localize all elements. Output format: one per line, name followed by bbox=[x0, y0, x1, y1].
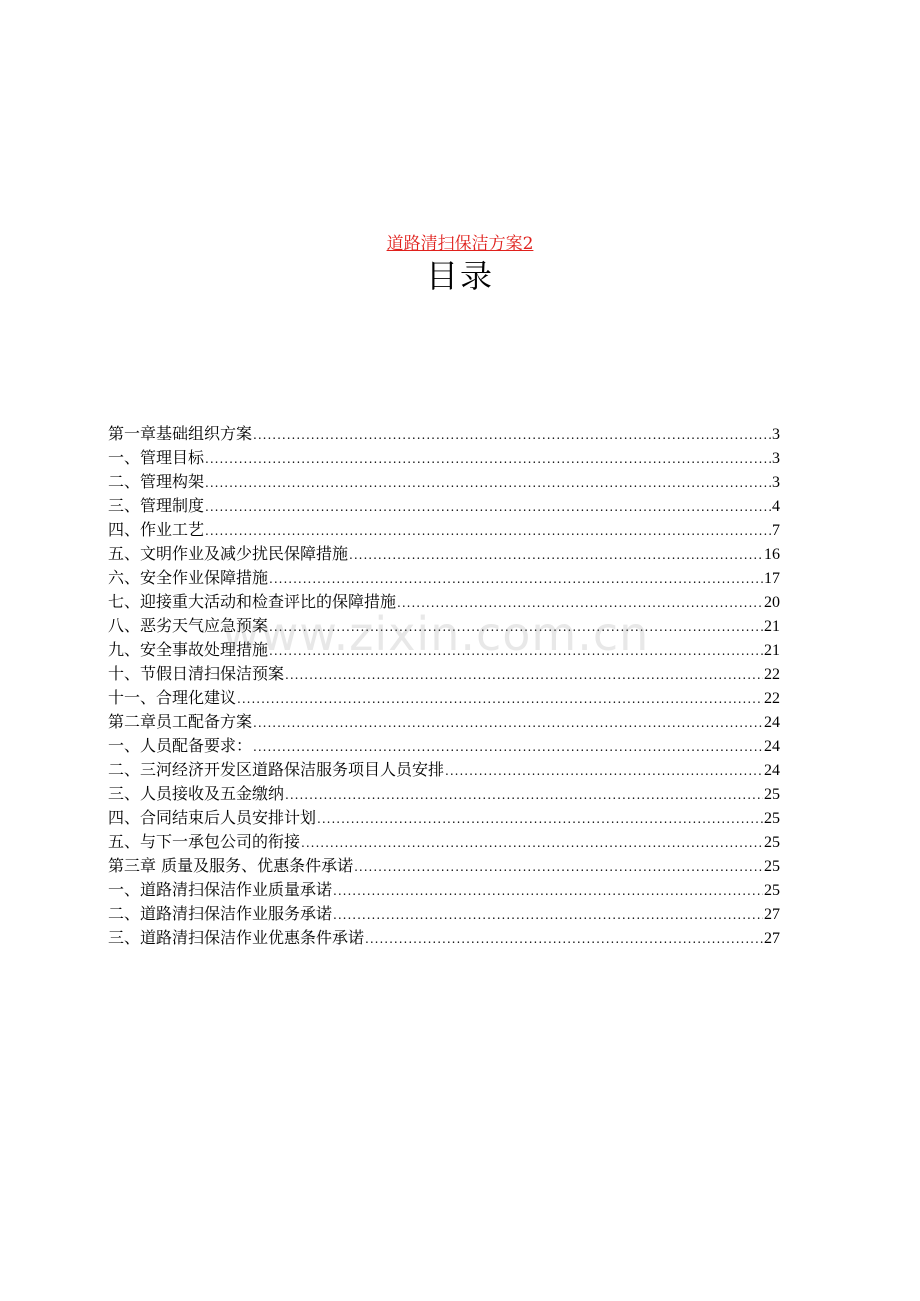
toc-dot-leader bbox=[205, 519, 771, 543]
toc-dot-leader bbox=[269, 567, 763, 591]
toc-entry-title: 三、道路清扫保洁作业优惠条件承诺 bbox=[108, 928, 365, 947]
toc-entry[interactable] bbox=[108, 518, 780, 542]
toc-entry[interactable] bbox=[108, 470, 780, 494]
toc-entry-title: 四、作业工艺 bbox=[108, 520, 205, 539]
toc-dot-leader bbox=[253, 735, 763, 759]
toc-entry-page-number: 17 bbox=[764, 570, 780, 587]
toc-entry-page-number: 16 bbox=[764, 546, 780, 563]
toc-entry[interactable] bbox=[108, 638, 780, 662]
toc-entry-page-number: 25 bbox=[764, 834, 780, 851]
toc-entry[interactable] bbox=[108, 854, 780, 878]
toc-entry-page-number: 20 bbox=[764, 594, 780, 611]
toc-entry-title: 九、安全事故处理措施 bbox=[108, 640, 269, 659]
toc-entry-title: 八、恶劣天气应急预案 bbox=[108, 616, 269, 635]
toc-entry-title: 一、人员配备要求： bbox=[108, 736, 253, 755]
toc-entry-page-number: 22 bbox=[764, 690, 780, 707]
toc-entry[interactable] bbox=[108, 926, 780, 950]
toc-dot-leader bbox=[354, 855, 763, 879]
document-title-link[interactable]: 道路清扫保洁方案2 bbox=[386, 234, 534, 254]
toc-entry-title: 第二章员工配备方案 bbox=[108, 712, 253, 731]
toc-dot-leader bbox=[253, 711, 763, 735]
toc-entry-title: 一、道路清扫保洁作业质量承诺 bbox=[108, 880, 333, 899]
toc-entry-title: 三、管理制度 bbox=[108, 496, 205, 515]
toc-entry[interactable] bbox=[108, 494, 780, 518]
toc-entry-page-number: 25 bbox=[764, 882, 780, 899]
toc-entry-page-number: 4 bbox=[772, 498, 780, 515]
toc-entry[interactable] bbox=[108, 902, 780, 926]
toc-entry-page-number: 27 bbox=[764, 930, 780, 947]
toc-entry[interactable] bbox=[108, 878, 780, 902]
toc-entry[interactable] bbox=[108, 590, 780, 614]
toc-entry-page-number: 3 bbox=[772, 426, 780, 443]
toc-entry-page-number: 24 bbox=[764, 714, 780, 731]
toc-entry-page-number: 21 bbox=[764, 618, 780, 635]
toc-entry-title: 三、人员接收及五金缴纳 bbox=[108, 784, 285, 803]
toc-entry[interactable] bbox=[108, 566, 780, 590]
toc-dot-leader bbox=[237, 687, 763, 711]
toc-entry-page-number: 22 bbox=[764, 666, 780, 683]
toc-dot-leader bbox=[397, 591, 763, 615]
toc-entry-page-number: 24 bbox=[764, 738, 780, 755]
toc-entry[interactable] bbox=[108, 830, 780, 854]
toc-dot-leader bbox=[317, 807, 763, 831]
toc-entry-title: 一、管理目标 bbox=[108, 448, 205, 467]
toc-dot-leader bbox=[285, 783, 763, 807]
toc-dot-leader bbox=[205, 471, 771, 495]
toc-entry-title: 十一、合理化建议 bbox=[108, 688, 237, 707]
toc-dot-leader bbox=[301, 831, 763, 855]
toc-dot-leader bbox=[349, 543, 763, 567]
toc-entry[interactable] bbox=[108, 710, 780, 734]
toc-entry[interactable] bbox=[108, 542, 780, 566]
toc-entry[interactable] bbox=[108, 422, 780, 446]
toc-dot-leader bbox=[205, 495, 771, 519]
toc-entry-title: 二、道路清扫保洁作业服务承诺 bbox=[108, 904, 333, 923]
toc-entry-title: 五、与下一承包公司的衔接 bbox=[108, 832, 301, 851]
toc-dot-leader bbox=[285, 663, 763, 687]
toc-entry-title: 第三章 质量及服务、优惠条件承诺 bbox=[108, 856, 354, 875]
toc-dot-leader bbox=[205, 447, 771, 471]
document-title-link-container bbox=[0, 232, 920, 256]
toc-entry[interactable] bbox=[108, 758, 780, 782]
toc-dot-leader bbox=[269, 639, 763, 663]
toc-entry-page-number: 25 bbox=[764, 858, 780, 875]
toc-entry-title: 六、安全作业保障措施 bbox=[108, 568, 269, 587]
toc-entry-title: 十、节假日清扫保洁预案 bbox=[108, 664, 285, 683]
toc-entry-page-number: 21 bbox=[764, 642, 780, 659]
toc-entry-title: 二、管理构架 bbox=[108, 472, 205, 491]
toc-entry[interactable] bbox=[108, 806, 780, 830]
toc-entry-title: 五、文明作业及减少扰民保障措施 bbox=[108, 544, 349, 563]
toc-dot-leader bbox=[365, 927, 763, 951]
toc-dot-leader bbox=[333, 879, 763, 903]
toc-entry[interactable] bbox=[108, 446, 780, 470]
toc-entry-page-number: 3 bbox=[772, 474, 780, 491]
toc-entry-page-number: 25 bbox=[764, 810, 780, 827]
toc-entry[interactable] bbox=[108, 686, 780, 710]
toc-entry-title: 七、迎接重大活动和检查评比的保障措施 bbox=[108, 592, 397, 611]
toc-entry-page-number: 27 bbox=[764, 906, 780, 923]
toc-dot-leader bbox=[445, 759, 763, 783]
toc-entry-page-number: 3 bbox=[772, 450, 780, 467]
toc-entry-page-number: 24 bbox=[764, 762, 780, 779]
toc-heading: 目录 bbox=[425, 257, 494, 295]
toc-entry[interactable] bbox=[108, 614, 780, 638]
toc-entry-title: 四、合同结束后人员安排计划 bbox=[108, 808, 317, 827]
toc-entry-page-number: 25 bbox=[764, 786, 780, 803]
toc-entry[interactable] bbox=[108, 662, 780, 686]
table-of-contents bbox=[108, 422, 780, 950]
toc-entry[interactable] bbox=[108, 782, 780, 806]
toc-dot-leader bbox=[269, 615, 763, 639]
toc-dot-leader bbox=[333, 903, 763, 927]
toc-dot-leader bbox=[253, 423, 771, 447]
toc-entry[interactable] bbox=[108, 734, 780, 758]
toc-entry-title: 二、三河经济开发区道路保洁服务项目人员安排 bbox=[108, 760, 445, 779]
toc-entry-page-number: 7 bbox=[772, 522, 780, 539]
toc-entry-title: 第一章基础组织方案 bbox=[108, 424, 253, 443]
watermark: www.zixin.com.cn bbox=[222, 607, 650, 661]
